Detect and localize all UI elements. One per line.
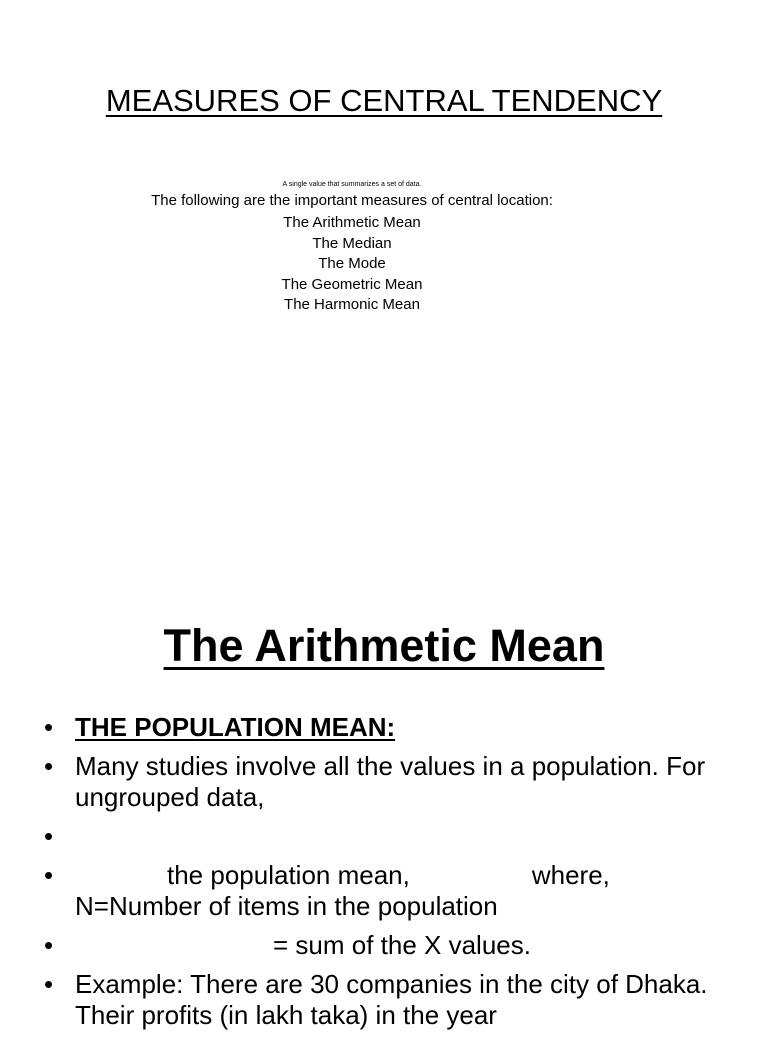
bullet-icon: • — [44, 930, 54, 960]
bullet-icon: • — [44, 969, 54, 999]
bullet-item — [0, 821, 768, 852]
bullet-list — [0, 712, 768, 1039]
definition-note: A single value that summarizes a set of data. — [282, 181, 422, 188]
measures-list — [0, 213, 704, 316]
bullet-item — [0, 930, 768, 961]
bullet-item — [0, 712, 768, 743]
measure-item: The Mode — [318, 255, 386, 272]
bullet-icon: • — [44, 751, 54, 781]
slide-2 — [0, 600, 768, 1030]
bullet-text: Example: There are 30 companies in the city of Dhaka. Their profits (in lakh taka) in the year — [75, 969, 708, 1030]
intro-text: The following are the important measures of central location: — [151, 192, 553, 209]
measure-item: The Arithmetic Mean — [283, 214, 421, 231]
bullet-text: Many studies involve all the values in a population. For ungrouped data, — [75, 751, 706, 812]
bullet-icon: • — [44, 821, 54, 851]
bullet-heading: THE POPULATION MEAN: — [75, 712, 396, 742]
bullet-text: where, N=Number of items in the population — [75, 860, 610, 921]
measure-item: The Geometric Mean — [281, 275, 423, 293]
bullet-item — [0, 969, 768, 1031]
bullet-icon: • — [44, 712, 54, 742]
bullet-text: = sum of the X values. — [273, 930, 531, 960]
bullet-icon: • — [44, 860, 54, 890]
measure-item: The Harmonic Mean — [284, 296, 420, 313]
bullet-item — [0, 860, 768, 922]
page-title: MEASURES OF CENTRAL TENDENCY — [105, 83, 663, 118]
bullet-item — [0, 751, 768, 813]
measure-item: The Median — [312, 234, 392, 252]
section-title: The Arithmetic Mean — [163, 620, 605, 671]
bullet-text: the population mean, — [167, 860, 410, 890]
